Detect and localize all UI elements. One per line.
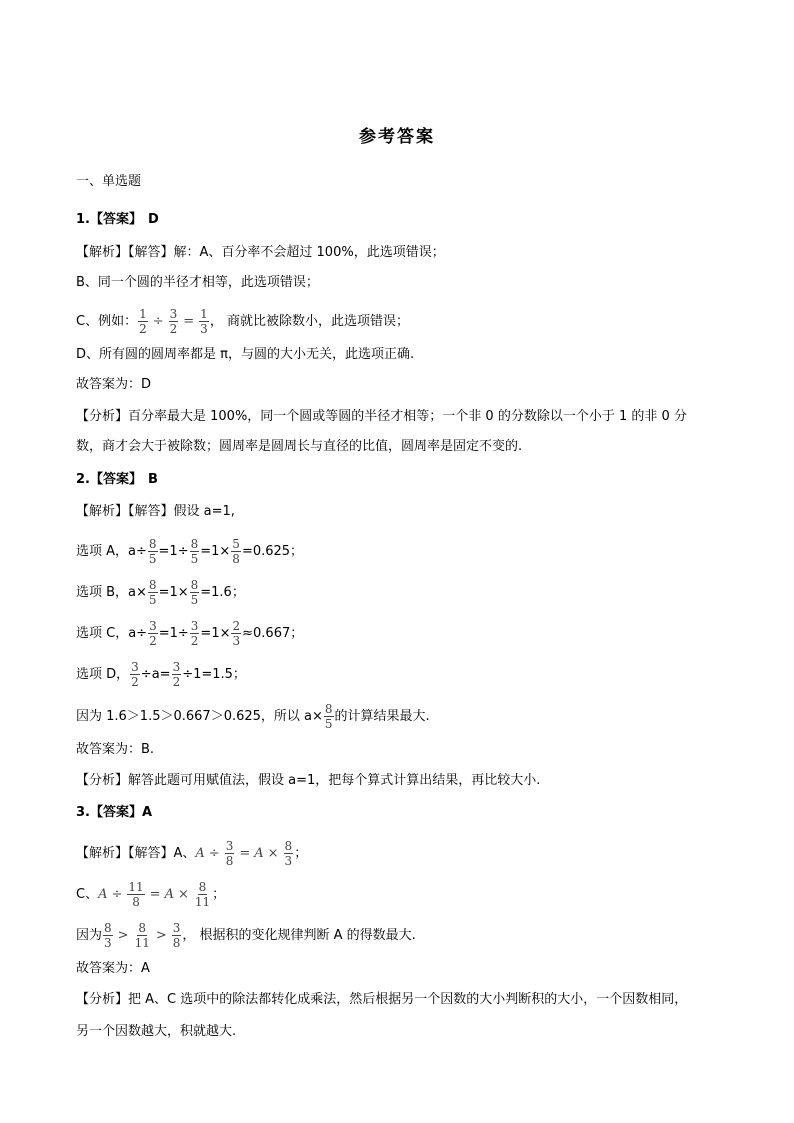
operator: ÷ (111, 886, 123, 902)
operator: > (155, 927, 167, 943)
text: ； (212, 886, 226, 902)
fraction: $\frac{1}{2}$ (139, 307, 147, 336)
operator: = (149, 886, 161, 902)
q2-conclusion: 故答案为：B. (76, 742, 155, 757)
text: =1÷ (158, 625, 189, 641)
operator: = (183, 313, 195, 329)
q2-answer (76, 470, 158, 490)
q3-conclusion: 故答案为：A (76, 961, 150, 976)
text: =1× (200, 625, 231, 641)
operator: ÷ (152, 313, 164, 329)
q2-option-c (76, 620, 303, 647)
q3-analysis-line2: 另一个因数越大，积就越大. (76, 1024, 237, 1039)
variable: A (164, 886, 174, 902)
text: =1÷ (158, 543, 189, 559)
operator: × (267, 845, 279, 861)
text: 选项 A，a÷ (76, 543, 147, 559)
q1-c-suffix: ， 商就比被除数小，此选项错误； (209, 313, 409, 329)
q3-answer-label: 3.【答案】 (76, 805, 142, 820)
text: 因为 (76, 927, 103, 943)
q2-comparison (76, 703, 430, 730)
q1-conclusion: 故答案为：D (76, 377, 152, 392)
fraction: $\frac{3}{2}$ (149, 619, 157, 648)
text: 【解析】【解答】A、 (76, 845, 196, 861)
q3-explanation-c (76, 881, 225, 908)
operator: × (177, 886, 189, 902)
q2-option-a (76, 538, 303, 565)
fraction: $\frac{2}{3}$ (232, 619, 241, 648)
fraction: $\frac{8}{5}$ (324, 702, 333, 731)
fraction: $\frac{11}{8}$ (128, 880, 144, 909)
q1-c-prefix: C、例如： (76, 313, 138, 329)
fraction: $\frac{8}{11}$ (134, 921, 150, 950)
fraction: $\frac{8}{3}$ (284, 839, 293, 868)
fraction: $\frac{3}{2}$ (172, 660, 181, 689)
q2-assumption: 【解析】【解答】假设 a=1, (76, 504, 235, 519)
q3-answer (76, 803, 152, 823)
q2-answer-value: B (147, 472, 158, 487)
q2-option-b (76, 579, 245, 606)
q3-explanation-a (76, 840, 307, 867)
text: =1× (158, 584, 189, 600)
q2-option-d (76, 661, 246, 688)
variable: A (195, 845, 205, 861)
section-heading-text: 一、单选题 (76, 174, 142, 189)
fraction: $\frac{3}{8}$ (225, 839, 234, 868)
q3-analysis-line1: 【分析】把 A、C 选项中的除法都转化成乘法，然后根据另一个因数的大小判断积的大小，一个因数相同， (76, 992, 688, 1007)
fraction: $\frac{5}{8}$ (232, 537, 240, 566)
fraction: $\frac{8}{11}$ (194, 880, 211, 909)
fraction: $\frac{3}{2}$ (190, 619, 199, 648)
q3-answer-value: A (141, 805, 153, 820)
fraction: $\frac{3}{2}$ (131, 660, 139, 689)
variable: A (98, 886, 108, 902)
fraction: $\frac{8}{3}$ (104, 921, 112, 950)
section-heading (76, 172, 141, 192)
q1-answer (76, 210, 159, 230)
text: =1.6； (200, 584, 245, 600)
q1-explanation-a: 【解析】【解答】解：A、百分率不会超过 100%，此选项错误； (76, 245, 445, 260)
operator: = (239, 845, 251, 861)
operator: > (117, 927, 129, 943)
q1-explanation-b: B、同一个圆的半径才相等，此选项错误； (76, 275, 319, 290)
q2-answer-label: 2.【答案】 (76, 472, 142, 487)
text: =0.625； (241, 543, 304, 559)
fraction: $\frac{8}{5}$ (148, 578, 157, 607)
q1-answer-label: 1.【答案】 (76, 212, 142, 227)
q1-answer-value: D (147, 212, 159, 227)
text: ， 根据积的变化规律判断 A 的得数最大. (182, 927, 416, 943)
text: ÷a= (140, 666, 171, 682)
text: 选项 D， (76, 666, 130, 682)
text: ÷1=1.5； (182, 666, 246, 682)
q1-analysis-line1: 【分析】百分率最大是 100%，同一个圆或等圆的半径才相等；一个非 0 的分数除以一个小于 1 的非 0 分 (76, 409, 687, 424)
q3-comparison (76, 922, 416, 949)
text: C、 (76, 886, 99, 902)
text: =1× (200, 543, 231, 559)
operator: ÷ (208, 845, 220, 861)
fraction: $\frac{3}{8}$ (172, 921, 181, 950)
text: 选项 B，a× (76, 584, 147, 600)
fraction: $\frac{8}{5}$ (190, 578, 199, 607)
q1-explanation-c (76, 308, 409, 335)
variable: A (254, 845, 264, 861)
q1-analysis-line2: 数，商才会大于被除数；圆周率是圆周长与直径的比值，圆周率是固定不变的. (76, 439, 523, 454)
fraction: $\frac{1}{3}$ (200, 307, 208, 336)
text: ； (294, 845, 308, 861)
text: ≈0.667； (242, 625, 304, 641)
page-title: 参考答案 (359, 127, 435, 147)
text: 的计算结果最大. (334, 708, 430, 724)
text: 因为 1.6＞1.5＞0.667＞0.625，所以 a× (76, 708, 323, 724)
fraction: $\frac{8}{5}$ (190, 537, 199, 566)
fraction: $\frac{3}{2}$ (169, 307, 178, 336)
text: 选项 C，a÷ (76, 625, 148, 641)
q2-analysis: 【分析】解答此题可用赋值法，假设 a=1，把每个算式计算出结果，再比较大小. (76, 773, 541, 788)
q1-explanation-d: D、所有圆的圆周率都是 π，与圆的大小无关，此选项正确. (76, 347, 415, 362)
fraction: $\frac{8}{5}$ (148, 537, 157, 566)
